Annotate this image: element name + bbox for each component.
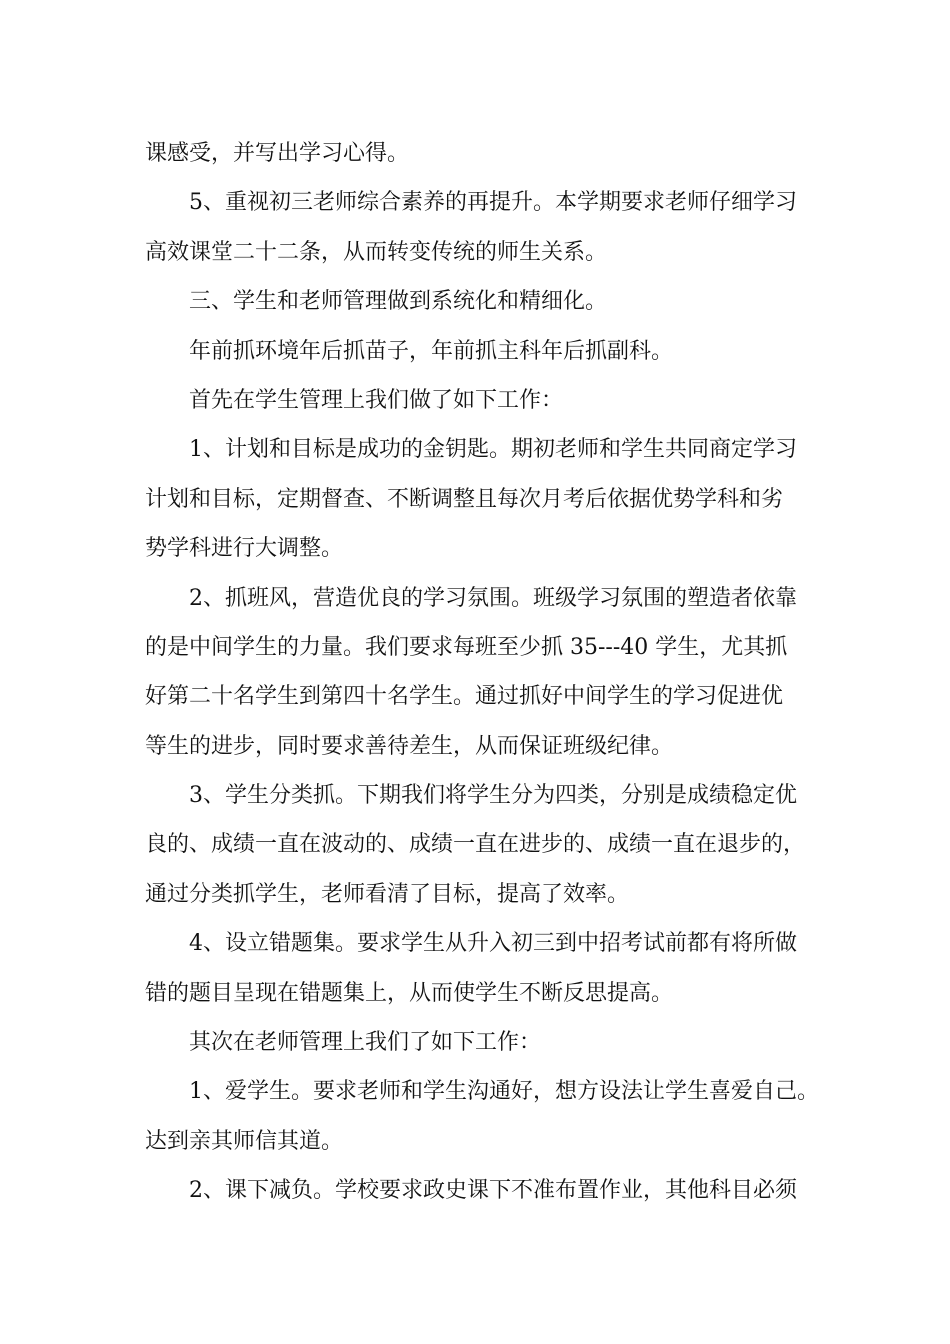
text-line: 3、学生分类抓。下期我们将学生分为四类，分别是成绩稳定优 xyxy=(189,783,797,809)
text-line: 年前抓环境年后抓苗子，年前抓主科年后抓副科。 xyxy=(189,338,674,364)
text-line: 首先在学生管理上我们做了如下工作： xyxy=(189,387,564,413)
text-line: 的是中间学生的力量。我们要求每班至少抓 35---40 学生，尤其抓 xyxy=(145,634,788,660)
text-line: 良的、成绩一直在波动的、成绩一直在进步的、成绩一直在退步的， xyxy=(145,832,806,858)
text-line: 课感受，并写出学习心得。 xyxy=(145,141,410,166)
text-line: 5、重视初三老师综合素养的再提升。本学期要求老师仔细学习 xyxy=(189,190,797,216)
text-line: 通过分类抓学生，老师看清了目标，提高了效率。 xyxy=(145,881,630,907)
text-line: 其次在老师管理上我们了如下工作： xyxy=(189,1030,542,1056)
text-line: 2、课下减负。学校要求政史课下不准布置作业，其他科目必须 xyxy=(189,1178,797,1204)
text-line: 达到亲其师信其道。 xyxy=(145,1128,344,1154)
text-line: 等生的进步，同时要求善待差生，从而保证班级纪律。 xyxy=(145,733,674,759)
text-line: 计划和目标，定期督查、不断调整且每次月考后依据优势学科和劣 xyxy=(145,486,784,512)
text-line: 势学科进行大调整。 xyxy=(145,536,344,562)
text-line: 高效课堂二十二条，从而转变传统的师生关系。 xyxy=(145,239,608,265)
section-heading: 三、学生和老师管理做到系统化和精细化。 xyxy=(189,289,608,315)
text-line: 错的题目呈现在错题集上，从而使学生不断反思提高。 xyxy=(145,980,674,1006)
text-line: 4、设立错题集。要求学生从升入初三到中招考试前都有将所做 xyxy=(189,931,797,957)
text-line: 1、计划和目标是成功的金钥匙。期初老师和学生共同商定学习 xyxy=(189,437,797,463)
text-line: 好第二十名学生到第四十名学生。通过抓好中间学生的学习促进优 xyxy=(145,684,784,710)
text-line: 2、抓班风，营造优良的学习氛围。班级学习氛围的塑造者依靠 xyxy=(189,585,797,611)
document-body xyxy=(145,129,817,1216)
text-line: 1、爱学生。要求老师和学生沟通好，想方设法让学生喜爱自己。 xyxy=(189,1079,819,1105)
